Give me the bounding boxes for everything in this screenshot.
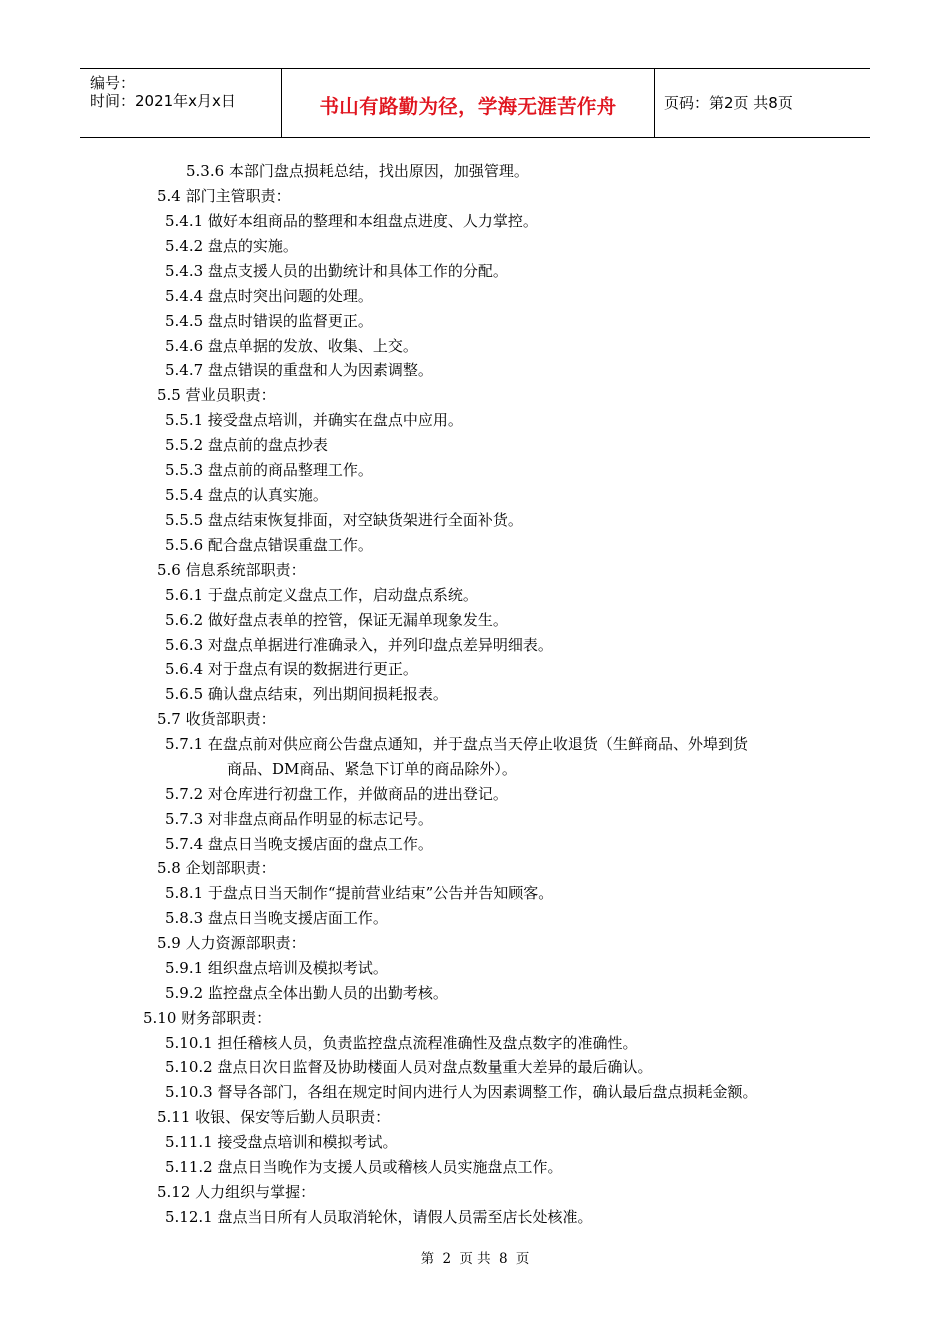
item-5-4-7: 5.4.7 盘点错误的重盘和人为因素调整。 — [165, 361, 433, 379]
item-5-7-4: 5.7.4 盘点日当晚支援店面的盘点工作。 — [165, 835, 433, 853]
document-date: 时间：2021年x月x日 — [90, 92, 236, 110]
page-header — [80, 68, 870, 138]
section-5-8: 5.8 企划部职责： — [157, 859, 276, 877]
footer-middle: 页 共 — [459, 1251, 491, 1267]
header-meta-cell — [80, 69, 282, 137]
item-5-3-6: 5.3.6 本部门盘点损耗总结，找出原因，加强管理。 — [186, 162, 529, 180]
item-5-10-1: 5.10.1 担任稽核人员，负责监控盘点流程准确性及盘点数字的准确性。 — [165, 1034, 638, 1052]
section-5-5: 5.5 营业员职责： — [157, 386, 276, 404]
footer-suffix: 页 — [515, 1251, 530, 1267]
item-5-6-2: 5.6.2 做好盘点表单的控管，保证无漏单现象发生。 — [165, 611, 508, 629]
item-5-6-4: 5.6.4 对于盘点有误的数据进行更正。 — [165, 660, 418, 678]
item-5-5-1: 5.5.1 接受盘点培训，并确实在盘点中应用。 — [165, 411, 463, 429]
item-5-4-4: 5.4.4 盘点时突出问题的处理。 — [165, 287, 373, 305]
section-5-6: 5.6 信息系统部职责： — [157, 561, 306, 579]
item-5-10-3: 5.10.3 督导各部门，各组在规定时间内进行人为因素调整工作，确认最后盘点损耗金额。 — [165, 1083, 758, 1101]
section-5-12: 5.12 人力组织与掌握： — [157, 1183, 316, 1201]
item-5-4-6: 5.4.6 盘点单据的发放、收集、上交。 — [165, 337, 418, 355]
motto: 书山有路勤为径，学海无涯苦作舟 — [319, 95, 617, 118]
item-5-9-2: 5.9.2 监控盘点全体出勤人员的出勤考核。 — [165, 984, 448, 1002]
item-5-4-3: 5.4.3 盘点支援人员的出勤统计和具体工作的分配。 — [165, 262, 508, 280]
item-5-5-5: 5.5.5 盘点结束恢复排面，对空缺货架进行全面补货。 — [165, 511, 523, 529]
item-5-4-2: 5.4.2 盘点的实施。 — [165, 237, 298, 255]
footer-prefix: 第 — [420, 1251, 435, 1267]
item-5-5-6: 5.5.6 配合盘点错误重盘工作。 — [165, 536, 373, 554]
item-5-6-5: 5.6.5 确认盘点结束，列出期间损耗报表。 — [165, 685, 448, 703]
item-5-7-3: 5.7.3 对非盘点商品作明显的标志记号。 — [165, 810, 433, 828]
item-5-7-1-continued: 商品、DM商品、紧急下订单的商品除外）。 — [227, 760, 517, 778]
item-5-10-2: 5.10.2 盘点日次日监督及协助楼面人员对盘点数量重大差异的最后确认。 — [165, 1058, 653, 1076]
item-5-5-3: 5.5.3 盘点前的商品整理工作。 — [165, 461, 373, 479]
item-5-12-1: 5.12.1 盘点当日所有人员取消轮休，请假人员需至店长处核准。 — [165, 1208, 593, 1226]
item-5-4-1: 5.4.1 做好本组商品的整理和本组盘点进度、人力掌控。 — [165, 212, 538, 230]
item-5-5-2: 5.5.2 盘点前的盘点抄表 — [165, 436, 328, 454]
item-5-9-1: 5.9.1 组织盘点培训及模拟考试。 — [165, 959, 388, 977]
item-5-11-2: 5.11.2 盘点日当晚作为支援人员或稽核人员实施盘点工作。 — [165, 1158, 563, 1176]
item-5-6-1: 5.6.1 于盘点前定义盘点工作，启动盘点系统。 — [165, 586, 478, 604]
item-5-5-4: 5.5.4 盘点的认真实施。 — [165, 486, 328, 504]
header-page-info: 页码：第2页 共8页 — [664, 94, 793, 112]
document-number-label: 编号： — [90, 74, 136, 92]
item-5-11-1: 5.11.1 接受盘点培训和模拟考试。 — [165, 1133, 398, 1151]
section-5-9: 5.9 人力资源部职责： — [157, 934, 306, 952]
header-page-cell — [655, 69, 870, 137]
item-5-7-2: 5.7.2 对仓库进行初盘工作，并做商品的进出登记。 — [165, 785, 508, 803]
item-5-6-3: 5.6.3 对盘点单据进行准确录入，并列印盘点差异明细表。 — [165, 636, 553, 654]
footer-page-number: 2 — [442, 1251, 452, 1267]
page-footer — [0, 1247, 950, 1267]
item-5-8-3: 5.8.3 盘点日当晚支援店面工作。 — [165, 909, 388, 927]
footer-total-pages: 8 — [498, 1251, 508, 1267]
section-5-4: 5.4 部门主管职责： — [157, 187, 291, 205]
header-motto-cell — [282, 69, 655, 137]
section-5-10: 5.10 财务部职责： — [143, 1009, 272, 1027]
item-5-7-1: 5.7.1 在盘点前对供应商公告盘点通知，并于盘点当天停止收退货（生鲜商品、外埠到货 — [165, 735, 748, 753]
item-5-8-1: 5.8.1 于盘点日当天制作“提前营业结束”公告并告知顾客。 — [165, 884, 554, 902]
item-5-4-5: 5.4.5 盘点时错误的监督更正。 — [165, 312, 373, 330]
section-5-11: 5.11 收银、保安等后勤人员职责： — [157, 1108, 391, 1126]
section-5-7: 5.7 收货部职责： — [157, 710, 276, 728]
